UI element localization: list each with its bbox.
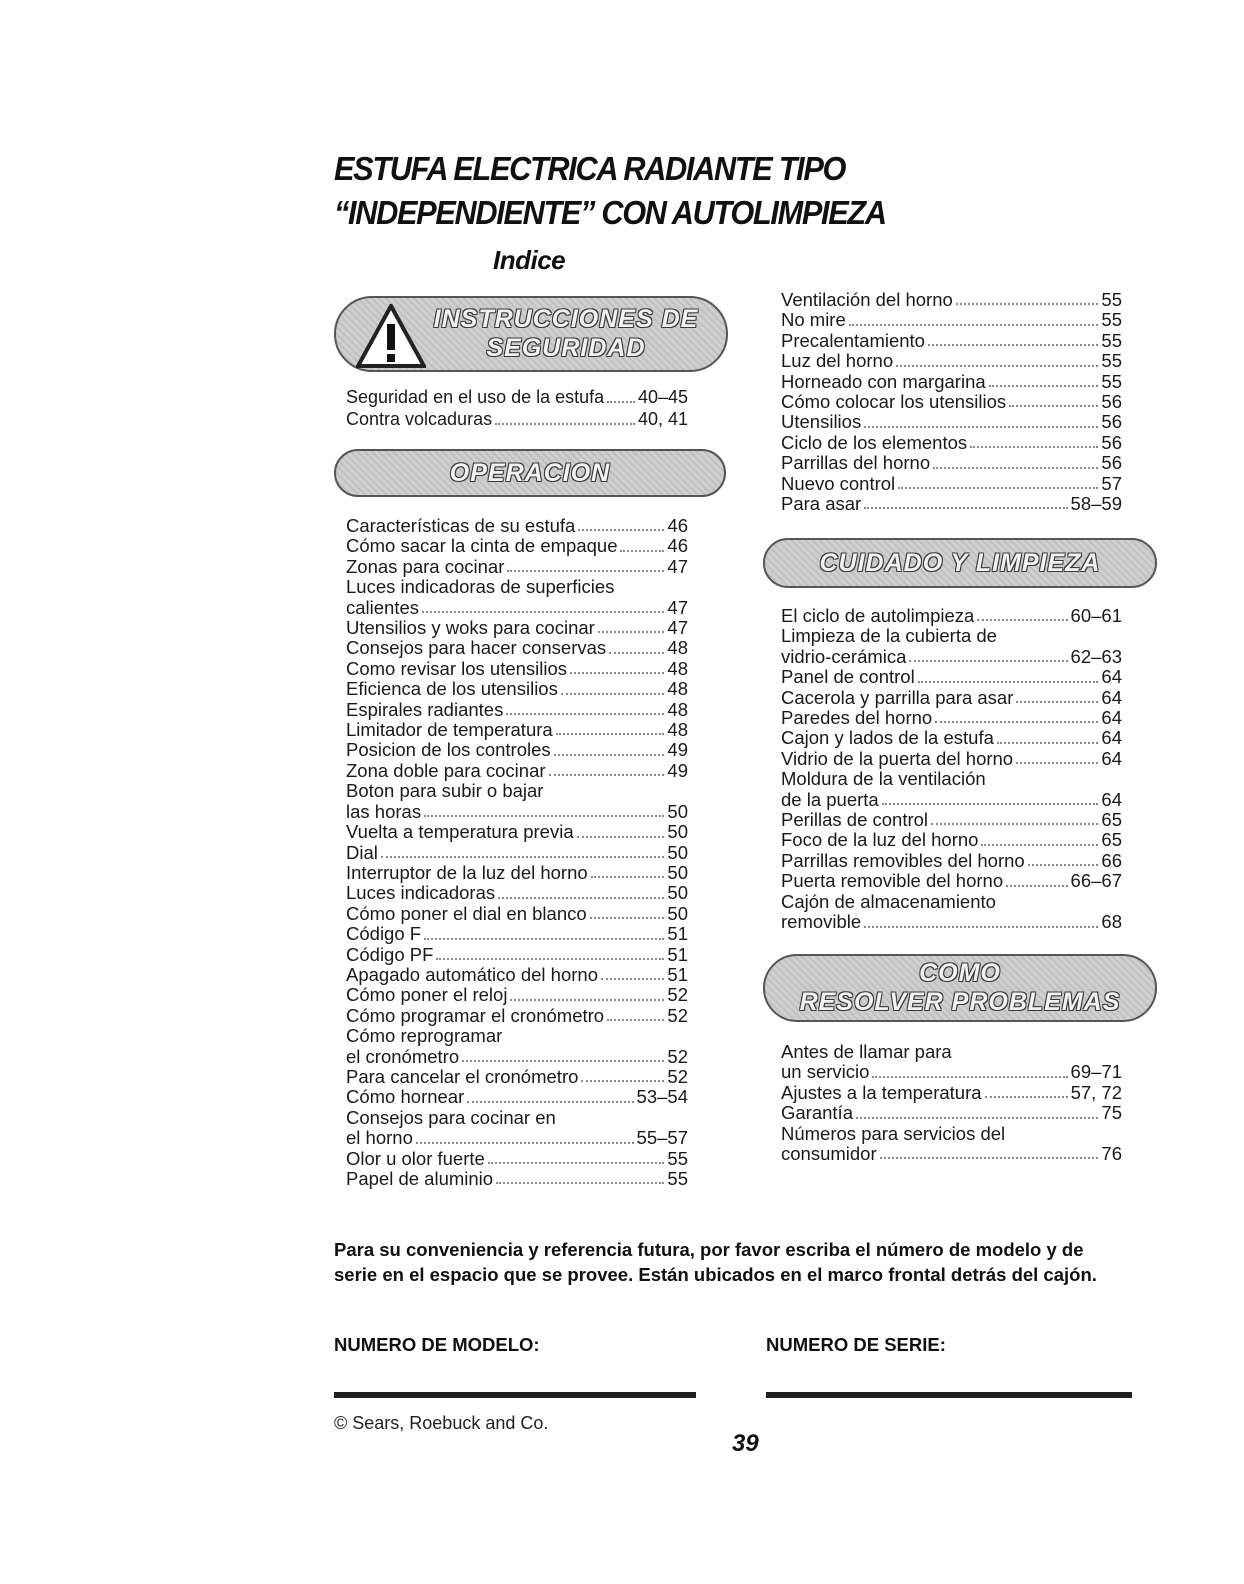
toc-entry-label: calientes [346, 596, 420, 618]
toc-leader-dots [931, 823, 1098, 825]
toc-entry [781, 453, 1122, 473]
toc-entry [346, 1128, 688, 1148]
model-number-label: NUMERO DE MODELO: [334, 1334, 540, 1355]
toc-entry-page: 65 [1101, 829, 1122, 851]
toc-entry [781, 708, 1122, 728]
toc-entry-page: 55 [1101, 370, 1122, 392]
toc-leader-dots [510, 999, 664, 1001]
toc-entry-label: Ajustes a la temperatura [781, 1081, 982, 1103]
toc-leader-dots [918, 681, 1099, 683]
toc-entry-label: El ciclo de autolimpieza [781, 605, 975, 626]
troubleshooting-toc [781, 1042, 1122, 1164]
toc-entry-label: Utensilios [781, 411, 862, 433]
toc-entry-label: Olor u olor fuerte [346, 1147, 485, 1169]
care-toc [781, 606, 1122, 933]
toc-entry-label: Cacerola y parrilla para asar [781, 686, 1014, 708]
toc-entry-label: Moldura de la ventilación [781, 768, 986, 790]
toc-entry-page: 62–63 [1070, 645, 1122, 667]
toc-entry-page: 50 [667, 821, 688, 843]
toc-entry-page: 55 [1101, 329, 1122, 351]
toc-entry-label: el cronómetro [346, 1045, 460, 1067]
toc-entry [346, 598, 688, 618]
toc-entry-page: 56 [1101, 411, 1122, 433]
toc-entry-label: Para asar [781, 493, 862, 515]
toc-entry [346, 618, 688, 638]
toc-entry-page: 55 [667, 1168, 688, 1189]
toc-entry [781, 372, 1122, 392]
toc-leader-dots [590, 917, 665, 919]
toc-entry-page: 49 [667, 739, 688, 761]
toc-entry-page: 58–59 [1070, 493, 1122, 515]
toc-entry-label: Consejos para hacer conservas [346, 637, 607, 659]
toc-leader-dots [462, 1060, 664, 1062]
toc-leader-dots [970, 446, 1098, 448]
toc-entry [781, 1124, 1122, 1144]
toc-entry-label: Ventilación del horno [781, 289, 953, 310]
toc-entry [781, 290, 1122, 310]
toc-entry-label: Espirales radiantes [346, 698, 504, 720]
toc-entry-label: No mire [781, 309, 846, 331]
toc-entry-page: 64 [1101, 727, 1122, 749]
toc-leader-dots [849, 324, 1099, 326]
toc-entry-page: 47 [667, 596, 688, 618]
toc-entry [346, 1108, 688, 1128]
toc-entry [346, 883, 688, 903]
toc-entry-page: 65 [1101, 809, 1122, 831]
toc-entry-label: Foco de la luz del horno [781, 829, 979, 851]
toc-entry-page: 56 [1101, 431, 1122, 453]
toc-entry [781, 667, 1122, 687]
toc-entry [781, 1042, 1122, 1062]
toc-leader-dots [898, 487, 1098, 489]
toc-entry [781, 810, 1122, 830]
toc-entry-label: Cómo sacar la cinta de empaque [346, 535, 618, 557]
toc-entry-page: 51 [667, 963, 688, 985]
toc-entry-page: 55–57 [636, 1127, 688, 1149]
toc-entry-label: Números para servicios del [781, 1122, 1006, 1144]
toc-entry [346, 557, 688, 577]
toc-entry-page: 50 [667, 882, 688, 904]
toc-entry-label: Seguridad en el uso de la estufa [346, 387, 605, 407]
toc-entry-label: Apagado automático del horno [346, 963, 598, 985]
safety-toc [346, 386, 688, 430]
toc-entry [346, 863, 688, 883]
toc-leader-dots [928, 344, 1098, 346]
toc-entry-page: 46 [667, 515, 688, 536]
operation-banner-line-1: OPERACION [449, 458, 611, 487]
toc-entry [781, 331, 1122, 351]
toc-entry [781, 1103, 1122, 1123]
toc-entry-label: Dial [346, 841, 378, 863]
toc-leader-dots [436, 958, 664, 960]
toc-entry-page: 48 [667, 678, 688, 700]
toc-entry [781, 412, 1122, 432]
toc-entry [781, 728, 1122, 748]
toc-entry-page: 48 [667, 657, 688, 679]
toc-entry-page: 53–54 [636, 1086, 688, 1108]
toc-entry [781, 769, 1122, 789]
toc-entry-page: 52 [667, 1004, 688, 1026]
toc-entry-page: 56 [1101, 452, 1122, 474]
toc-entry-label: Cajon y lados de la estufa [781, 727, 994, 749]
toc-entry-label: Nuevo control [781, 472, 896, 494]
toc-entry-label: de la puerta [781, 788, 879, 810]
operation-banner [334, 449, 726, 497]
toc-entry [346, 781, 688, 801]
toc-entry-label: Horneado con margarina [781, 370, 986, 392]
toc-entry-label: Vuelta a temperatura previa [346, 821, 574, 843]
toc-entry [781, 647, 1122, 667]
toc-leader-dots [882, 803, 1099, 805]
toc-entry-label: Ciclo de los elementos [781, 431, 968, 453]
toc-leader-dots [607, 401, 635, 403]
troubleshooting-banner-line-1: COMO [919, 959, 1001, 987]
toc-entry [346, 761, 688, 781]
toc-entry-page: 40–45 [637, 387, 688, 407]
toc-entry [346, 536, 688, 556]
toc-leader-dots [1009, 405, 1098, 407]
toc-leader-dots [570, 672, 664, 674]
toc-entry-page: 64 [1101, 666, 1122, 688]
toc-entry [781, 1062, 1122, 1082]
toc-entry-page: 52 [667, 1065, 688, 1087]
toc-entry-label: Luces indicadoras [346, 882, 496, 904]
toc-entry-label: Limpieza de la cubierta de [781, 625, 997, 647]
toc-leader-dots [498, 897, 664, 899]
toc-entry-label: Cómo programar el cronómetro [346, 1004, 605, 1026]
troubleshooting-banner [763, 954, 1157, 1022]
toc-entry-page: 60–61 [1070, 605, 1122, 626]
toc-entry-label: Puerta removible del horno [781, 870, 1004, 892]
toc-leader-dots [864, 507, 1067, 509]
toc-entry [346, 679, 688, 699]
toc-entry [346, 386, 688, 408]
operation-toc-continued [781, 290, 1122, 514]
toc-entry-page: 64 [1101, 747, 1122, 769]
toc-entry-label: Posicion de los controles [346, 739, 551, 761]
toc-entry-label: Parrillas del horno [781, 452, 931, 474]
toc-entry [781, 351, 1122, 371]
toc-leader-dots [424, 815, 664, 817]
toc-leader-dots [561, 693, 665, 695]
toc-leader-dots [554, 754, 665, 756]
toc-leader-dots [422, 611, 664, 613]
toc-entry-label: Precalentamiento [781, 329, 925, 351]
toc-leader-dots [581, 1080, 664, 1082]
toc-entry-label: Características de su estufa [346, 515, 576, 536]
toc-entry-label: Limitador de temperatura [346, 719, 553, 741]
toc-entry-page: 40, 41 [637, 409, 688, 429]
toc-leader-dots [556, 733, 665, 735]
toc-entry [346, 904, 688, 924]
toc-leader-dots [985, 1096, 1068, 1098]
toc-entry [346, 516, 688, 536]
toc-entry-page: 66 [1101, 849, 1122, 871]
toc-entry-label: consumidor [781, 1143, 877, 1165]
toc-entry [781, 688, 1122, 708]
toc-entry-label: Paredes del horno [781, 707, 933, 729]
toc-entry-page: 50 [667, 861, 688, 883]
toc-leader-dots [997, 742, 1099, 744]
toc-entry-label: Cómo colocar los utensilios [781, 391, 1007, 413]
toc-entry [781, 494, 1122, 514]
toc-entry-page: 75 [1101, 1102, 1122, 1124]
toc-entry-label: Zonas para cocinar [346, 555, 505, 577]
toc-entry-page: 52 [667, 984, 688, 1006]
toc-entry [346, 1149, 688, 1169]
care-banner-line-1: CUIDADO Y LIMPIEZA [819, 548, 1101, 577]
toc-leader-dots [909, 660, 1067, 662]
toc-entry-page: 66–67 [1070, 870, 1122, 892]
toc-entry-label: Para cancelar el cronómetro [346, 1065, 579, 1087]
toc-entry-label: Panel de control [781, 666, 915, 688]
toc-entry-label: Luz del horno [781, 350, 894, 372]
toc-entry [781, 433, 1122, 453]
toc-entry-page: 48 [667, 698, 688, 720]
toc-entry-page: 47 [667, 555, 688, 577]
toc-entry-label: Contra volcaduras [346, 409, 493, 429]
toc-entry [346, 408, 688, 430]
toc-entry [781, 790, 1122, 810]
toc-leader-dots [488, 1162, 665, 1164]
toc-entry [781, 749, 1122, 769]
toc-entry-page: 50 [667, 800, 688, 822]
warning-triangle-icon [356, 304, 426, 368]
toc-entry [781, 392, 1122, 412]
toc-entry-label: las horas [346, 800, 422, 822]
toc-entry [346, 965, 688, 985]
toc-leader-dots [381, 856, 665, 858]
toc-entry-label: Cómo poner el dial en blanco [346, 902, 587, 924]
toc-entry-page: 76 [1101, 1143, 1122, 1165]
toc-entry-label: Interruptor de la luz del horno [346, 861, 588, 883]
toc-entry-label: Código F [346, 923, 422, 945]
toc-leader-dots [424, 938, 664, 940]
safety-banner-line-1: INSTRUCCIONES DE [433, 305, 699, 333]
toc-leader-dots [933, 467, 1098, 469]
toc-entry-label: Cómo hornear [346, 1086, 465, 1108]
toc-leader-dots [496, 1182, 664, 1184]
page-number: 39 [732, 1430, 759, 1457]
toc-entry [781, 310, 1122, 330]
toc-entry [346, 659, 688, 679]
toc-leader-dots [864, 926, 1098, 928]
toc-entry-label: Código PF [346, 943, 434, 965]
toc-entry [346, 700, 688, 720]
toc-leader-dots [956, 303, 1099, 305]
toc-entry-page: 50 [667, 902, 688, 924]
toc-entry [346, 1169, 688, 1189]
toc-leader-dots [601, 978, 664, 980]
serial-number-label: NUMERO DE SERIE: [766, 1334, 946, 1355]
toc-leader-dots [495, 423, 635, 425]
toc-entry [346, 1087, 688, 1107]
toc-entry-label: Cómo reprogramar [346, 1025, 503, 1047]
toc-entry-page: 49 [667, 759, 688, 781]
serial-number-line[interactable] [766, 1392, 1132, 1398]
toc-leader-dots [935, 721, 1098, 723]
toc-leader-dots [549, 774, 665, 776]
toc-leader-dots [896, 365, 1098, 367]
toc-entry-page: 57, 72 [1070, 1081, 1122, 1103]
toc-entry-label: un servicio [781, 1061, 870, 1083]
toc-entry-label: Papel de aluminio [346, 1168, 494, 1189]
troubleshooting-banner-line-2: RESOLVER PROBLEMAS [799, 988, 1121, 1016]
toc-entry [346, 822, 688, 842]
toc-entry-page: 68 [1101, 911, 1122, 933]
toc-entry-label: Como revisar los utensilios [346, 657, 568, 679]
toc-entry-page: 57 [1101, 472, 1122, 494]
toc-leader-dots [607, 1019, 664, 1021]
toc-leader-dots [977, 619, 1067, 621]
toc-entry-label: Parrillas removibles del horno [781, 849, 1025, 871]
toc-leader-dots [981, 844, 1098, 846]
toc-leader-dots [864, 426, 1098, 428]
toc-entry-page: 51 [667, 923, 688, 945]
toc-leader-dots [578, 529, 664, 531]
toc-entry-page: 55 [1101, 309, 1122, 331]
title-line-1: ESTUFA ELECTRICA RADIANTE TIPO [334, 150, 846, 187]
toc-entry-label: Cajón de almacenamiento [781, 890, 996, 912]
toc-entry-page: 52 [667, 1045, 688, 1067]
care-cleaning-banner [763, 538, 1157, 588]
model-number-line[interactable] [334, 1392, 696, 1398]
toc-entry [346, 638, 688, 658]
toc-entry-page: 56 [1101, 391, 1122, 413]
toc-entry-page: 55 [1101, 289, 1122, 310]
toc-entry [781, 871, 1122, 891]
toc-entry-page: 55 [667, 1147, 688, 1169]
toc-entry [346, 843, 688, 863]
toc-entry-page: 55 [1101, 350, 1122, 372]
toc-leader-dots [856, 1117, 1098, 1119]
toc-entry [346, 1006, 688, 1026]
toc-leader-dots [467, 1101, 633, 1103]
toc-leader-dots [598, 631, 665, 633]
safety-instructions-banner [334, 296, 728, 372]
toc-entry [346, 945, 688, 965]
title-line-2: “INDEPENDIENTE” CON AUTOLIMPIEZA [334, 194, 886, 231]
toc-leader-dots [1016, 762, 1098, 764]
toc-leader-dots [620, 550, 664, 552]
toc-entry [781, 606, 1122, 626]
toc-entry-page: 48 [667, 719, 688, 741]
toc-entry [346, 924, 688, 944]
operation-toc [346, 516, 688, 1189]
toc-entry [346, 1026, 688, 1046]
toc-entry-label: removible [781, 911, 862, 933]
toc-entry-label: el horno [346, 1127, 413, 1149]
toc-entry-label: Utensilios y woks para cocinar [346, 617, 595, 639]
toc-entry [346, 985, 688, 1005]
toc-leader-dots [609, 652, 664, 654]
toc-entry-label: Consejos para cocinar en [346, 1106, 556, 1128]
toc-entry-label: vidrio-cerámica [781, 645, 907, 667]
toc-leader-dots [577, 836, 665, 838]
toc-entry-page: 64 [1101, 788, 1122, 810]
toc-entry-label: Luces indicadoras de superficies [346, 576, 615, 598]
toc-entry [781, 912, 1122, 932]
toc-entry-page: 48 [667, 637, 688, 659]
toc-entry [781, 1144, 1122, 1164]
toc-leader-dots [989, 385, 1099, 387]
safety-banner-line-2: SEGURIDAD [486, 334, 646, 362]
toc-entry [346, 577, 688, 597]
toc-leader-dots [1028, 864, 1099, 866]
toc-entry-label: Antes de llamar para [781, 1041, 952, 1062]
toc-leader-dots [880, 1157, 1099, 1159]
toc-leader-dots [591, 876, 665, 878]
toc-entry-label: Garantía [781, 1102, 853, 1124]
toc-entry-page: 64 [1101, 686, 1122, 708]
toc-entry [346, 720, 688, 740]
toc-entry-label: Eficienca de los utensilios [346, 678, 558, 700]
toc-entry [781, 830, 1122, 850]
toc-entry-label: Vidrio de la puerta del horno [781, 747, 1014, 769]
toc-leader-dots [506, 713, 664, 715]
toc-leader-dots [1006, 885, 1067, 887]
toc-entry-label: Zona doble para cocinar [346, 759, 546, 781]
toc-entry [346, 1047, 688, 1067]
toc-entry-page: 64 [1101, 707, 1122, 729]
toc-entry [781, 474, 1122, 494]
toc-entry [346, 1067, 688, 1087]
toc-entry [781, 892, 1122, 912]
toc-entry-page: 46 [667, 535, 688, 557]
toc-leader-dots [507, 570, 664, 572]
toc-leader-dots [416, 1142, 634, 1144]
toc-entry-label: Perillas de control [781, 809, 929, 831]
toc-leader-dots [872, 1076, 1067, 1078]
copyright: © Sears, Roebuck and Co. [334, 1413, 549, 1433]
toc-entry [346, 740, 688, 760]
document-title [334, 147, 886, 235]
toc-entry-page: 50 [667, 841, 688, 863]
toc-entry-label: Boton para subir o bajar [346, 780, 544, 802]
toc-entry [781, 626, 1122, 646]
index-heading: Indice [493, 245, 566, 275]
toc-entry [781, 1083, 1122, 1103]
toc-entry-page: 51 [667, 943, 688, 965]
toc-entry [346, 802, 688, 822]
toc-leader-dots [1016, 701, 1098, 703]
registration-note: Para su conveniencia y referencia futura, por favor escriba el número de modelo y de serie en el espacio que se provee. Están ubicados en el marco frontal detrás del cajón. [334, 1239, 1097, 1285]
toc-entry [781, 851, 1122, 871]
toc-entry-label: Cómo poner el reloj [346, 984, 508, 1006]
toc-entry-page: 69–71 [1070, 1061, 1122, 1083]
toc-entry-page: 47 [667, 617, 688, 639]
